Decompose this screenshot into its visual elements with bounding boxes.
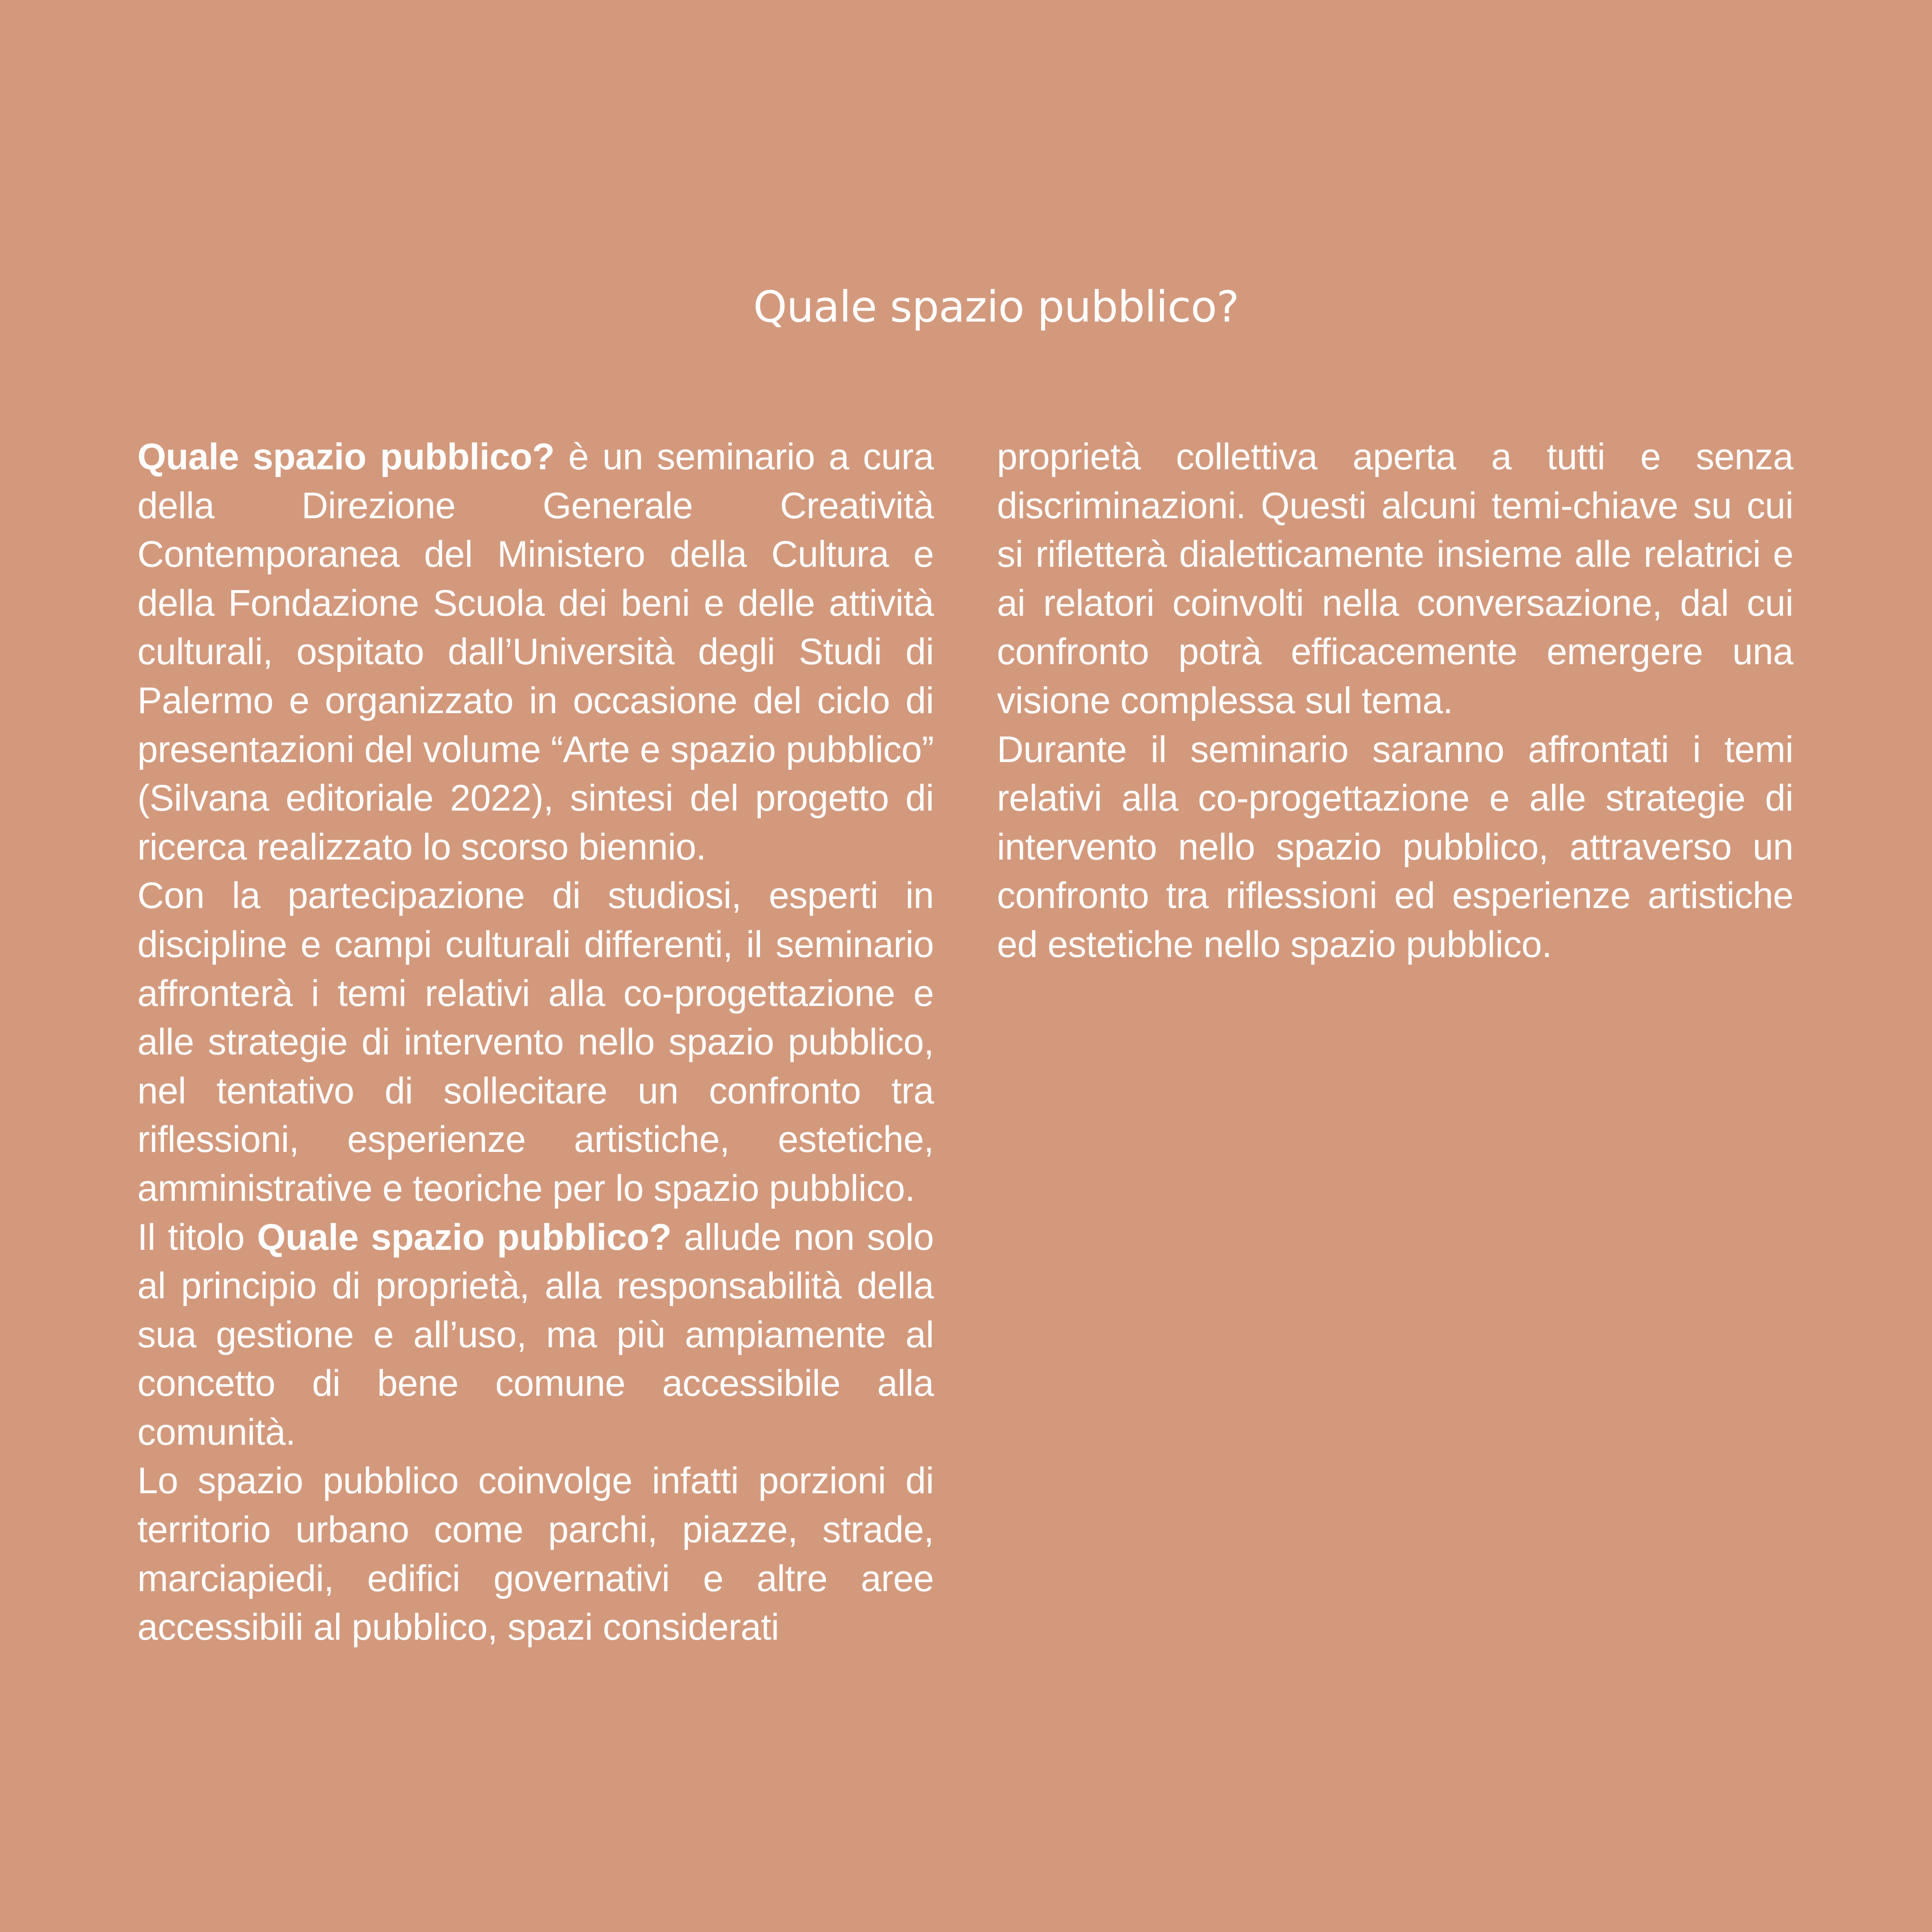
title-meaning-before: Il titolo [137, 1216, 257, 1258]
title-meaning-bold: Quale spazio pubblico? [257, 1216, 671, 1258]
paragraph-seminar-themes: Durante il seminario saranno affrontati i temi relativi alla co-progettazione e alle strategie di intervento nello spazio pubblico, attraverso un confronto tra riflessioni ed esperienze artistiche ed estetiche nello spazio pubblico. [997, 729, 1793, 965]
paragraph-title-meaning [137, 1213, 934, 1457]
paragraph-participation: Con la partecipazione di studiosi, esperti in discipline e campi culturali differenti, il seminario affronterà i temi relativi alla co-progettazione e alle strategie di intervento nello spazio pubblico, nel tentativo di sollecitare un confronto tra riflessioni, esperienze artistiche, estetiche, amministrative e teoriche per lo spazio pubblico. [137, 875, 934, 1209]
title-meaning-after: allude non solo al principio di proprietà, alla responsabilità della sua gestione e all’uso, ma più ampiamente al concetto di bene comune accessibile alla comunità. [137, 1216, 934, 1453]
paragraph-intro [137, 433, 934, 872]
left-column [137, 433, 934, 1652]
paragraph-collective-property: proprietà collettiva aperta a tutti e senza discriminazioni. Questi alcuni temi-chiave su cui si rifletterà dialetticamente insieme alle relatrici e ai relatori coinvolti nella conversazione, dal cui confronto potrà efficacemente emergere una visione complessa sul tema. [997, 436, 1793, 721]
right-column [997, 433, 1793, 969]
page-title: Quale spazio pubblico? [753, 282, 1239, 332]
intro-bold-title: Quale spazio pubblico? [137, 436, 555, 477]
paragraph-public-space: Lo spazio pubblico coinvolge infatti porzioni di territorio urbano come parchi, piazze, strade, marciapiedi, edifici governativi e altre aree accessibili al pubblico, spazi considerati [137, 1460, 934, 1648]
intro-text: è un seminario a cura della Direzione Generale Creatività Contemporanea del Ministero della Cultura e della Fondazione Scuola dei beni e delle attività culturali, ospitato dall’Università degli Studi di Palermo e organizzato in occasione del ciclo di presentazioni del volume “Arte e spazio pubblico” (Silvana editoriale 2022), sintesi del progetto di ricerca realizzato lo scorso biennio. [137, 436, 934, 868]
